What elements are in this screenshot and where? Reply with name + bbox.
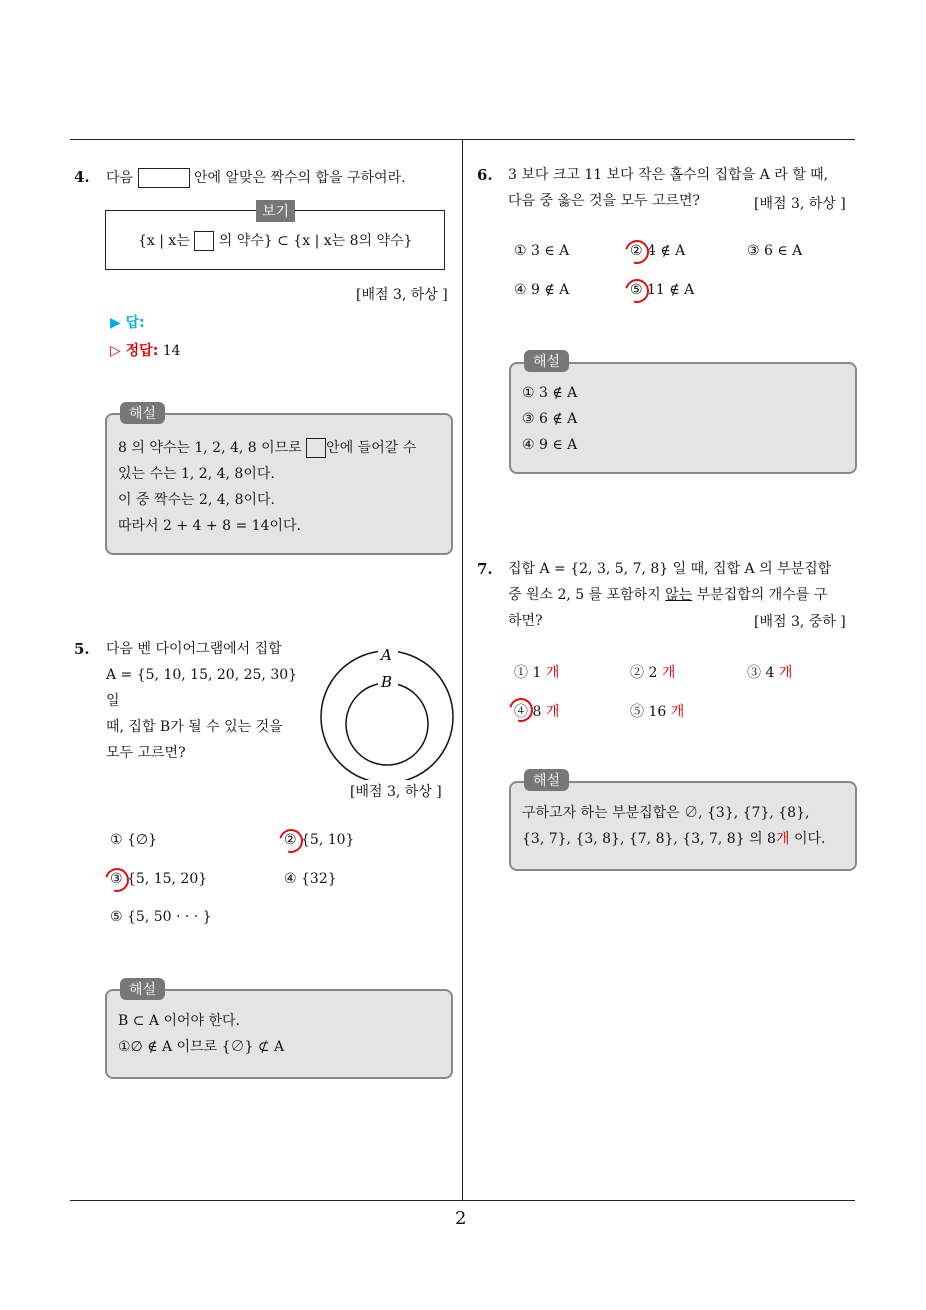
q4-bogi-mid: 의 약수} ⊂ {x | x는 8의 약수} [218, 233, 413, 249]
q5-option-4[interactable]: ④ {32} [284, 871, 337, 887]
q5-option-2-mark [275, 825, 308, 858]
q4-text-post: 안에 알맞은 짝수의 합을 구하여라. [193, 170, 406, 186]
q6-option-5-mark [621, 275, 654, 308]
q4-expl-square [306, 438, 326, 458]
q6-option-2-mark [621, 236, 654, 269]
q4-expl-line-2: 있는 수는 1, 2, 4, 8이다. [118, 466, 275, 482]
q6-explanation-tag: 해설 [524, 350, 569, 372]
q5-option-5[interactable]: ⑤ {5, 50 · · · } [110, 909, 212, 925]
q7-option-1[interactable]: ① 1 개 [514, 665, 560, 681]
q6-option-1[interactable]: ① 3 ∈ A [514, 243, 570, 259]
q4-answer-label: ▶ 답: [110, 315, 145, 331]
q7-option-4[interactable]: ④ 8 개 [514, 704, 560, 720]
q4-expl-line-3: 이 중 짝수는 2, 4, 8이다. [118, 492, 275, 508]
q5-option-1[interactable]: ① {∅} [110, 832, 158, 848]
q4-expl-line-4: 따라서 2 + 4 + 8 = 14이다. [118, 518, 301, 534]
q6-explanation-text: ① 3 ∉ A ③ 6 ∉ A ④ 9 ∈ A [522, 385, 578, 453]
q4-correct-answer [110, 340, 181, 360]
q5-number: 5. [74, 640, 90, 658]
q6-option-4[interactable]: ④ 9 ∉ A [514, 282, 570, 298]
venn-label-a: A [381, 646, 392, 664]
q4-correct-label: ▷ 정답: [110, 343, 159, 359]
venn-label-b: B [381, 673, 393, 691]
q7-option-2[interactable]: ② 2 개 [630, 665, 676, 681]
q4-score: [배점 3, 하상 ] [356, 287, 448, 303]
q5-question: 다음 벤 다이어그램에서 집합 A = {5, 10, 15, 20, 25, 30} 일 때, 집합 B가 될 수 있는 것을 모두 고르면? [106, 641, 298, 761]
q7-underlined-word: 않는 [665, 587, 693, 603]
q5-option-3[interactable]: ③ {5, 15, 20} [110, 871, 208, 887]
q6-score: [배점 3, 하상 ] [754, 196, 846, 212]
q7-number: 7. [477, 560, 493, 578]
page-number: 2 [455, 1208, 467, 1229]
q7-option-3[interactable]: ③ 4 개 [747, 665, 793, 681]
q4-explanation-tag: 해설 [120, 402, 165, 424]
q4-bogi-content [138, 230, 412, 251]
column-divider [462, 139, 463, 1201]
q4-explanation-text [118, 435, 448, 539]
q7-explanation-text: 구하고자 하는 부분집합은 ∅, {3}, {7}, {8}, {3, 7}, {3, 8}, {7, 8}, {3, 7, 8} 의 8개 이다. [522, 805, 826, 847]
q7-question: 집합 A = {2, 3, 5, 7, 8} 일 때, 집합 A 의 부분집합 중 원소 2, 5 를 포함하지 않는 부분집합의 개수를 구 하면? [508, 561, 832, 629]
q6-number: 6. [477, 166, 493, 184]
q4-question [106, 165, 406, 191]
q7-option-4-mark [505, 694, 538, 727]
q6-option-2[interactable]: ② 4 ∉ A [630, 243, 686, 259]
q5-option-2[interactable]: ② {5, 10} [284, 832, 355, 848]
q4-blank-box [138, 168, 190, 188]
q6-question: 3 보다 크고 11 보다 작은 홀수의 집합을 A 라 할 때, 다음 중 옳은 것을 모두 고르면? [508, 167, 829, 209]
q4-bogi-label: 보기 [256, 200, 295, 222]
q4-expl-line-1: 8 의 약수는 1, 2, 4, 8 이므로 안에 들어갈 수 [118, 440, 417, 456]
q4-number: 4. [74, 168, 90, 186]
q7-explanation-tag: 해설 [524, 769, 569, 791]
q5-explanation-tag: 해설 [120, 978, 165, 1000]
q4-bogi-square [194, 231, 214, 251]
q7-option-5[interactable]: ⑤ 16 개 [630, 704, 685, 720]
q6-option-5[interactable]: ⑤ 11 ∉ A [630, 282, 695, 298]
q5-explanation-text: B ⊂ A 이어야 한다. ①∅ ∉ A 이므로 {∅} ⊄ A [118, 1013, 285, 1055]
q5-score: [배점 3, 하상 ] [350, 784, 442, 800]
q7-score: [배점 3, 중하 ] [754, 614, 846, 630]
q4-bogi-left: {x | x는 [138, 233, 190, 249]
q4-text-pre: 다음 [106, 170, 134, 186]
q6-option-3[interactable]: ③ 6 ∈ A [747, 243, 803, 259]
venn-set-b [346, 683, 428, 765]
q5-option-3-mark [101, 864, 134, 897]
q4-correct-value: 14 [162, 343, 181, 359]
q5-venn-diagram [318, 645, 458, 780]
